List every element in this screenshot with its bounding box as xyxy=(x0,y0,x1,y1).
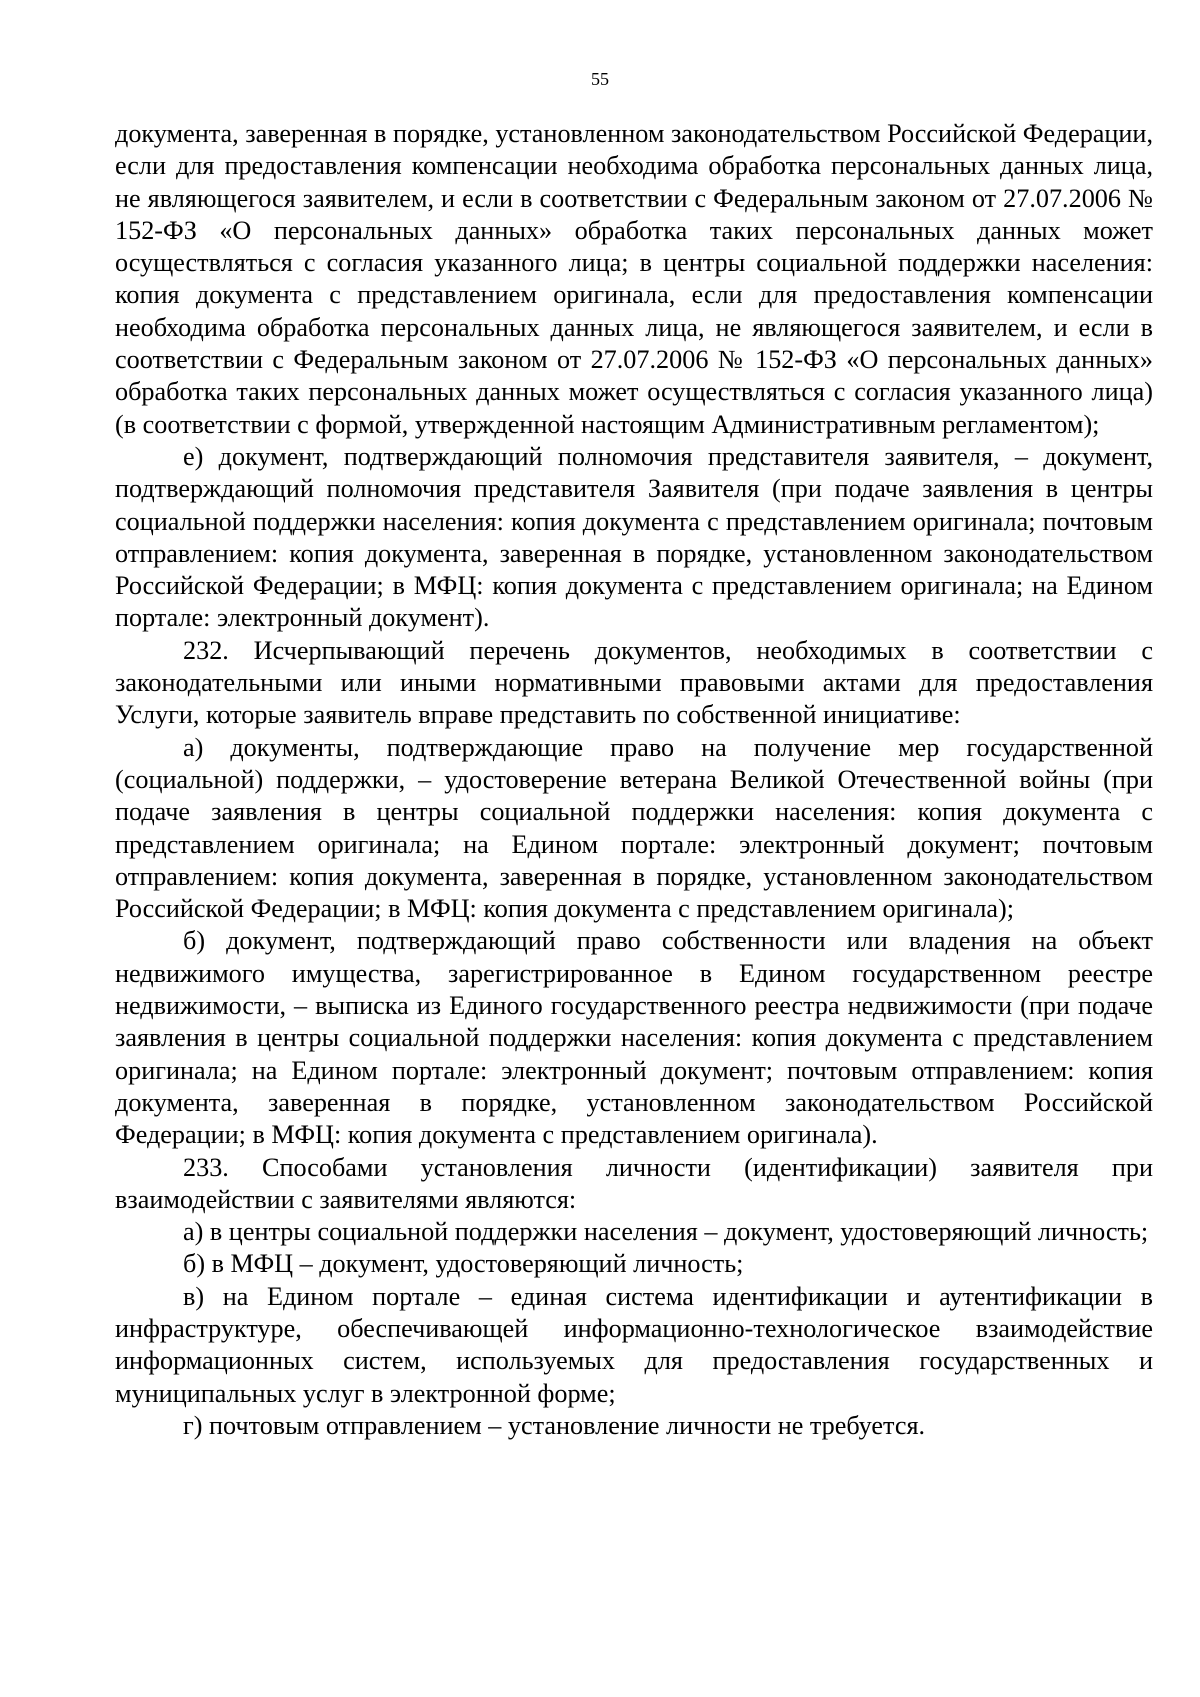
paragraph-233-item-g: г) почтовым отправлением – установление личности не требуется. xyxy=(183,1410,926,1440)
paragraph-232: 232. Исчерпывающий перечень документов, необходимых в соответствии с законодательными или иными нормативными правовыми актами для предоставления Услуги, которые заявитель вправе представить по собственной инициативе: xyxy=(115,635,1153,730)
paragraph-233-item-b: б) в МФЦ – документ, удостоверяющий личность; xyxy=(183,1249,744,1279)
paragraph-item-e: е) документ, подтверждающий полномочия представителя заявителя, – документ, подтверждающий полномочия представителя Заявителя (при подаче заявления в центры социальной поддержки населения: копия документа с представлением оригинала; почтовым отправлением: копия документа, заверенная в порядке, установленном законодательством Российской Федерации; в МФЦ: копия документа с представлением оригинала; на Едином портале: электронный документ). xyxy=(115,441,1153,633)
paragraph-233-item-a: а) в центры социальной поддержки населения – документ, удостоверяющий личность; xyxy=(183,1217,1149,1247)
paragraph-continuation: документа, заверенная в порядке, установленном законодательством Российской Федерации, если для предоставления компенсации необходима обработка персональных данных лица, не являющегося заявителем, и если в соответствии с Федеральным законом от 27.07.2006 № 152-ФЗ «О персональных данных» обработка таких персональных данных может осуществляться с согласия указанного лица; в центры социальной поддержки населения: копия документа с представлением оригинала, если для предоставления компенсации необходима обработка персональных данных лица, не являющегося заявителем, и если в соответствии с Федеральным законом от 27.07.2006 № 152-ФЗ «О персональных данных» обработка таких персональных данных может осуществляться с согласия указанного лица) (в соответствии с формой, утвержденной настоящим Административным регламентом); xyxy=(115,119,1153,439)
paragraph-233-item-v: в) на Едином портале – единая система идентификации и аутентификации в инфраструктуре, обеспечивающей информационно-технологическое взаимодействие информационных систем, используемых для предоставления государственных и муниципальных услуг в электронной форме; xyxy=(115,1281,1153,1408)
paragraph-232-item-b: б) документ, подтверждающий право собственности или владения на объект недвижимого имущества, зарегистрированное в Едином государственном реестре недвижимости, – выписка из Единого государственного реестра недвижимости (при подаче заявления в центры социальной поддержки населения: копия документа с представлением оригинала; на Едином портале: электронный документ; почтовым отправлением: копия документа, заверенная в порядке, установленном законодательством Российской Федерации; в МФЦ: копия документа с представлением оригинала). xyxy=(115,926,1153,1150)
paragraph-233: 233. Способами установления личности (идентификации) заявителя при взаимодействии с заявителями являются: xyxy=(115,1152,1153,1214)
page-number: 55 xyxy=(591,69,609,89)
paragraph-232-item-a: а) документы, подтверждающие право на получение мер государственной (социальной) поддержки, – удостоверение ветерана Великой Отечественной войны (при подаче заявления в центры социальной поддержки населения: копия документа с представлением оригинала; на Едином портале: электронный документ; почтовым отправлением: копия документа, заверенная в порядке, установленном законодательством Российской Федерации; в МФЦ: копия документа с представлением оригинала); xyxy=(115,732,1153,924)
document-body xyxy=(115,118,1153,1442)
